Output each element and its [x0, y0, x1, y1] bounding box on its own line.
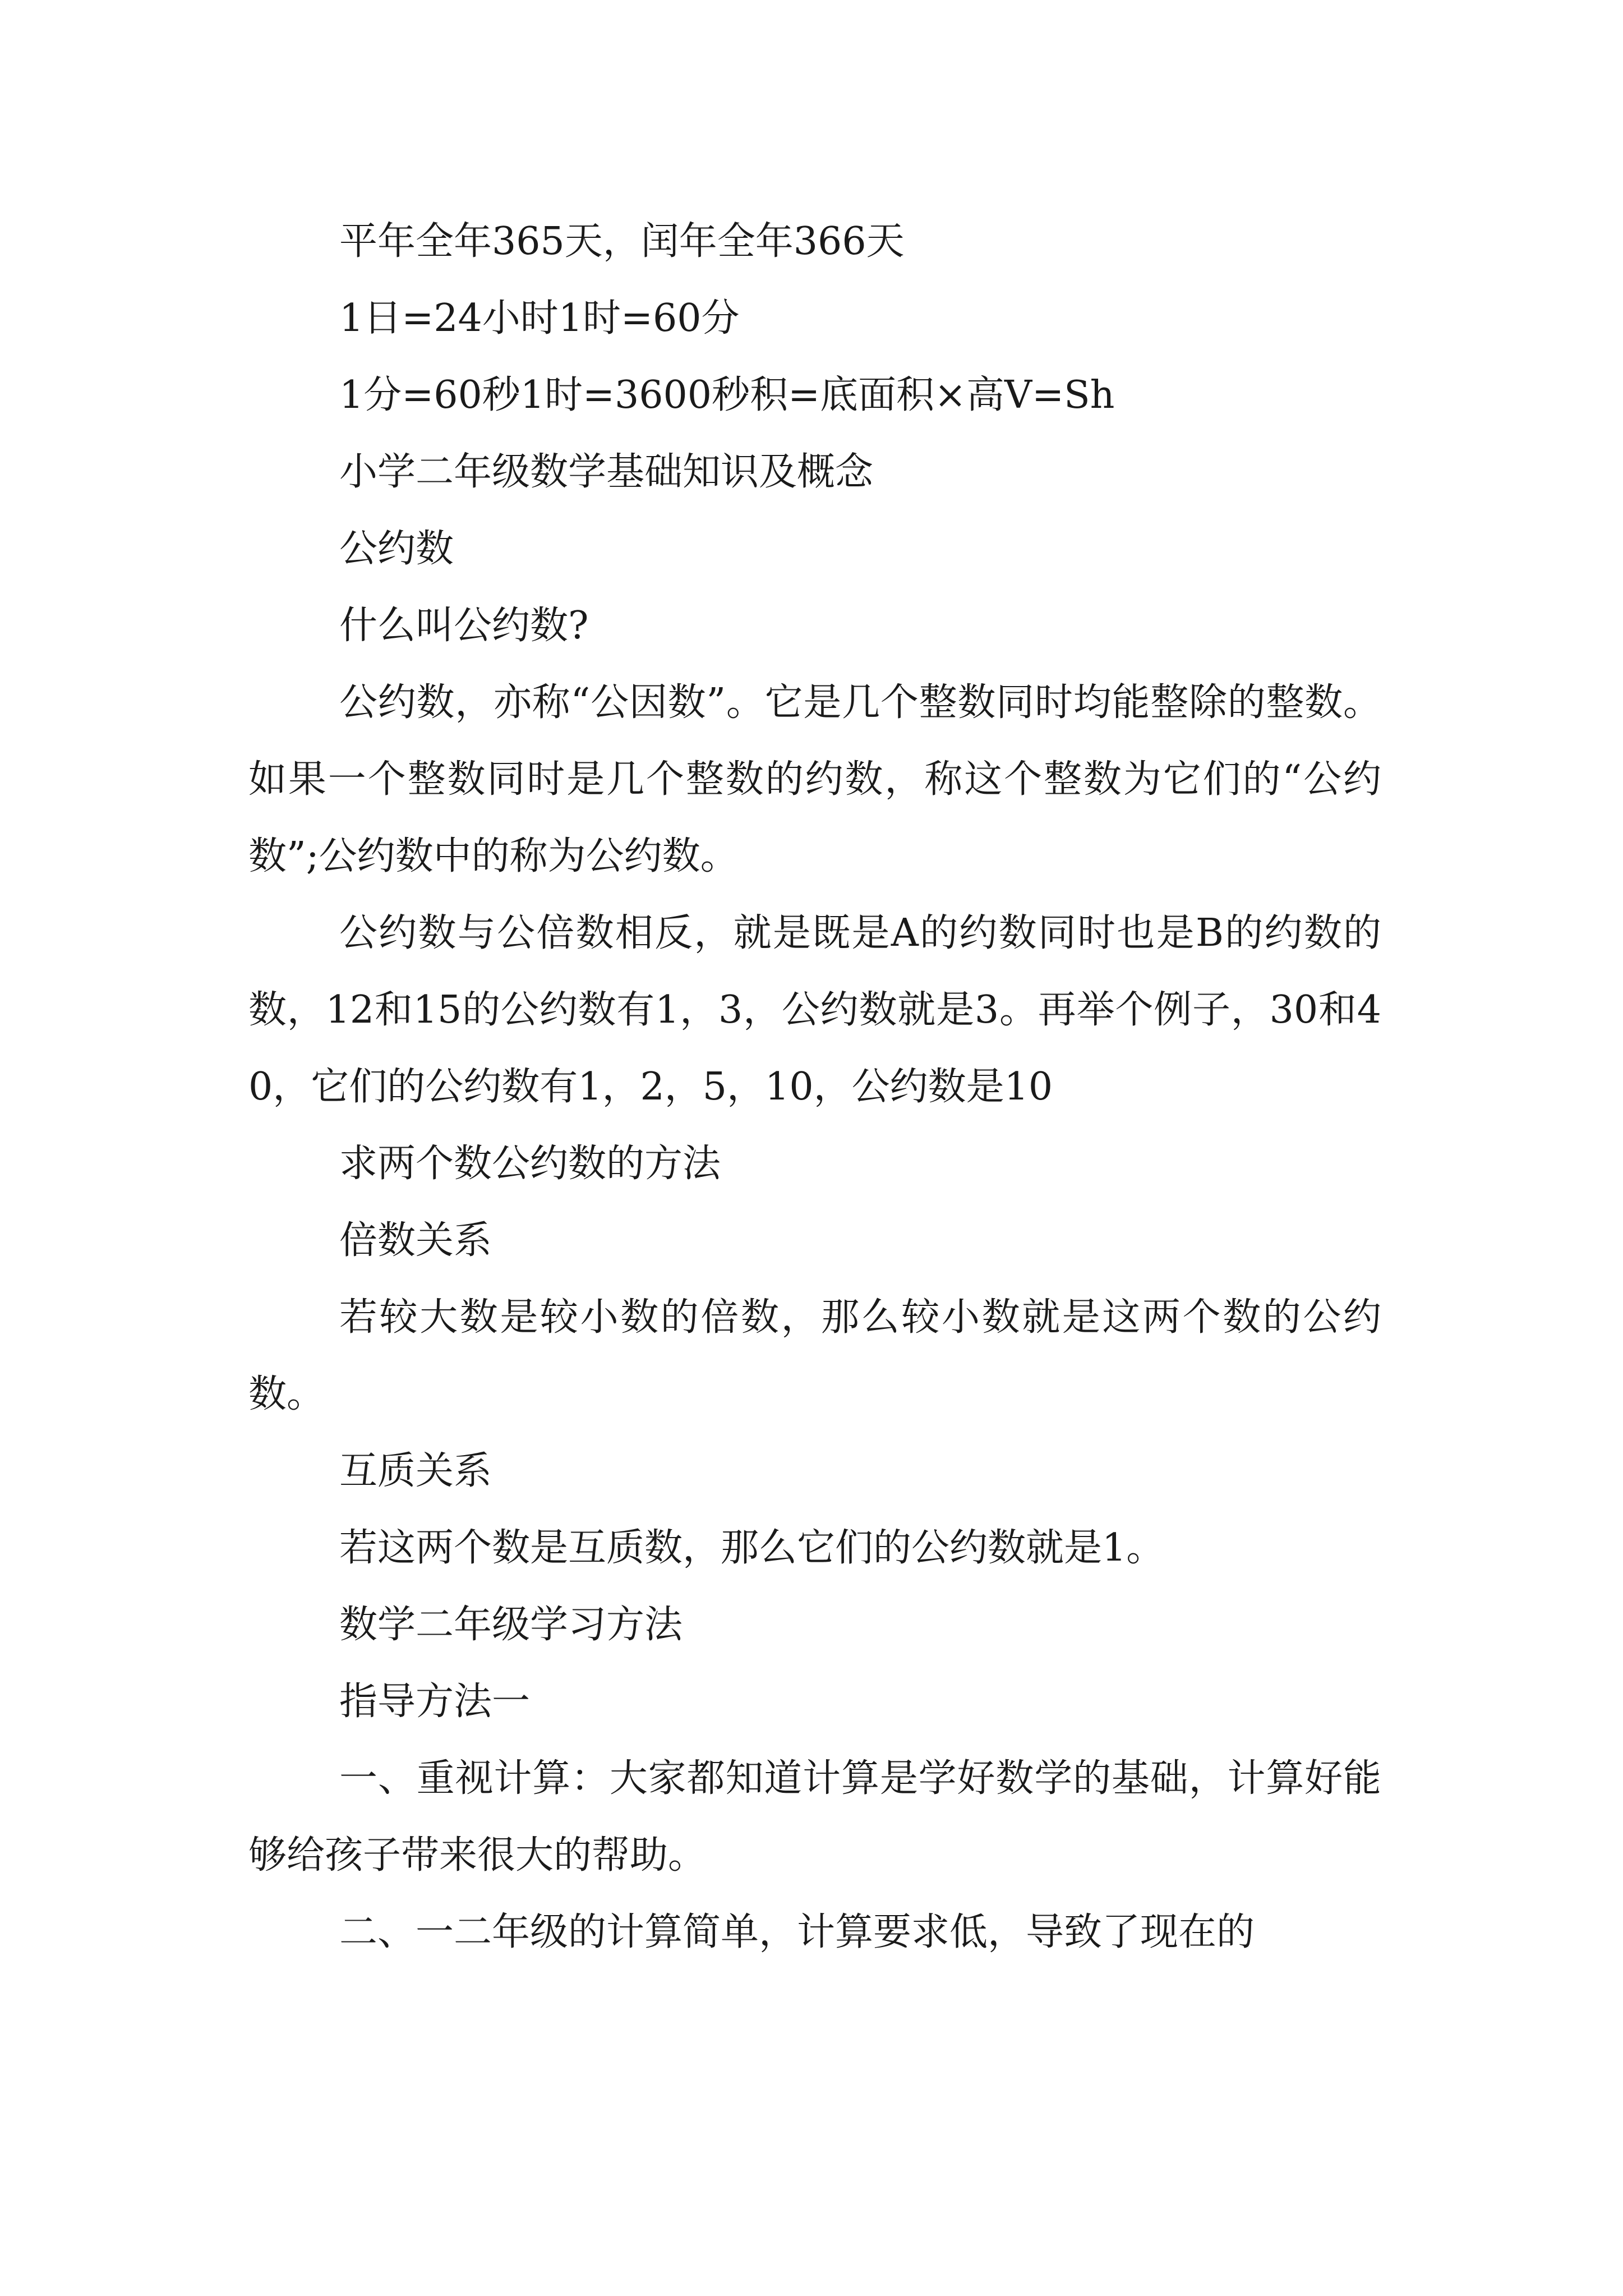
paragraph-common-divisor-example: 公约数与公倍数相反，就是既是A的约数同时也是B的约数的数，12和15的公约数有1，3，公约数就是3。再举个例子，30和40，它们的公约数有1，2，5，10，公约数是10 — [248, 911, 1381, 1109]
heading-methods: 求两个数公约数的方法 — [339, 1142, 721, 1186]
paragraph-days-in-year: 平年全年365天，闰年全年366天 — [339, 219, 905, 264]
paragraph-grade-one-two-calculation: 二、一二年级的计算简单，计算要求低，导致了现在的 — [339, 1910, 1255, 1954]
paragraph-emphasize-calculation: 一、重视计算：大家都知道计算是学好数学的基础，计算好能够给孩子带来很大的帮助。 — [248, 1756, 1381, 1878]
heading-multiple-relation: 倍数关系 — [339, 1218, 492, 1263]
heading-common-divisor: 公约数 — [339, 527, 454, 571]
document-body — [248, 203, 1381, 1971]
paragraph-day-hour-conversion: 1日=24小时1时=60分 — [339, 296, 740, 341]
heading-coprime-relation: 互质关系 — [339, 1449, 492, 1493]
heading-guidance-method-one: 指导方法一 — [339, 1680, 531, 1724]
section-heading-grade-two-math: 小学二年级数学基础知识及概念 — [339, 450, 874, 494]
paragraph-common-divisor-definition: 公约数，亦称“公因数”。它是几个整数同时均能整除的整数。如果一个整数同时是几个整数的约数，称这个整数为它们的“公约数”;公约数中的称为公约数。 — [248, 680, 1381, 878]
section-heading-learning-methods: 数学二年级学习方法 — [339, 1603, 683, 1647]
question-what-is-common-divisor: 什么叫公约数? — [339, 604, 589, 648]
paragraph-minute-second-conversion: 1分=60秒1时=3600秒积=底面积×高V=Sh — [339, 373, 1115, 417]
paragraph-multiple-relation: 若较大数是较小数的倍数，那么较小数就是这两个数的公约数。 — [248, 1295, 1381, 1416]
paragraph-coprime-relation: 若这两个数是互质数，那么它们的公约数就是1。 — [339, 1526, 1165, 1570]
